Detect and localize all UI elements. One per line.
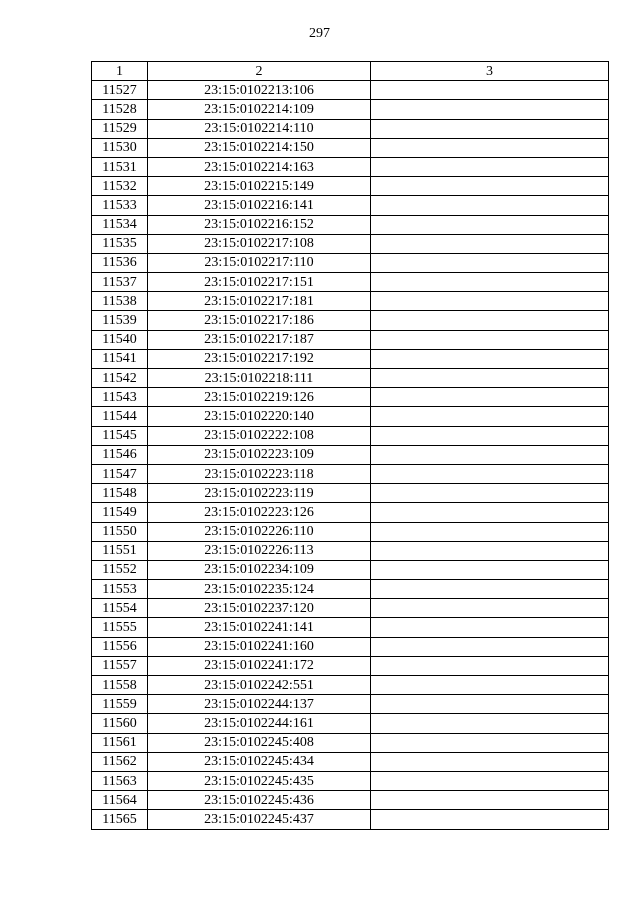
table-row	[92, 580, 609, 599]
note-cell	[371, 560, 609, 579]
table-row	[92, 311, 609, 330]
table-row	[92, 637, 609, 656]
table-row	[92, 714, 609, 733]
table-row	[92, 292, 609, 311]
row-number-cell: 11534	[92, 215, 148, 234]
note-cell	[371, 810, 609, 829]
cadastral-number-cell: 23:15:0102245:435	[148, 771, 371, 790]
row-number-cell: 11545	[92, 426, 148, 445]
row-number-cell: 11562	[92, 752, 148, 771]
table-row	[92, 234, 609, 253]
row-number-cell: 11529	[92, 119, 148, 138]
row-number-cell: 11549	[92, 503, 148, 522]
cadastral-number-cell: 23:15:0102241:141	[148, 618, 371, 637]
note-cell	[371, 714, 609, 733]
row-number-cell: 11555	[92, 618, 148, 637]
row-number-cell: 11557	[92, 656, 148, 675]
row-number-cell: 11551	[92, 541, 148, 560]
table-row	[92, 215, 609, 234]
cadastral-number-cell: 23:15:0102214:109	[148, 100, 371, 119]
note-cell	[371, 157, 609, 176]
cadastral-number-cell: 23:15:0102217:108	[148, 234, 371, 253]
cadastral-number-cell: 23:15:0102217:192	[148, 349, 371, 368]
cadastral-number-cell: 23:15:0102223:109	[148, 445, 371, 464]
table-row	[92, 407, 609, 426]
cadastral-number-cell: 23:15:0102223:118	[148, 464, 371, 483]
row-number-cell: 11550	[92, 522, 148, 541]
table-row	[92, 100, 609, 119]
table-row	[92, 676, 609, 695]
table-row	[92, 445, 609, 464]
table-row	[92, 426, 609, 445]
note-cell	[371, 637, 609, 656]
note-cell	[371, 388, 609, 407]
note-cell	[371, 330, 609, 349]
cadastral-number-cell: 23:15:0102244:137	[148, 695, 371, 714]
row-number-cell: 11565	[92, 810, 148, 829]
row-number-cell: 11536	[92, 253, 148, 272]
note-cell	[371, 369, 609, 388]
table-row	[92, 541, 609, 560]
row-number-cell: 11533	[92, 196, 148, 215]
row-number-cell: 11542	[92, 369, 148, 388]
note-cell	[371, 119, 609, 138]
cadastral-number-cell: 23:15:0102217:186	[148, 311, 371, 330]
note-cell	[371, 733, 609, 752]
table-row	[92, 81, 609, 100]
cadastral-number-cell: 23:15:0102220:140	[148, 407, 371, 426]
note-cell	[371, 599, 609, 618]
note-cell	[371, 407, 609, 426]
note-cell	[371, 273, 609, 292]
row-number-cell: 11560	[92, 714, 148, 733]
table-body	[92, 81, 609, 829]
cadastral-number-cell: 23:15:0102217:151	[148, 273, 371, 292]
cadastral-number-cell: 23:15:0102226:110	[148, 522, 371, 541]
cadastral-number-cell: 23:15:0102223:126	[148, 503, 371, 522]
table-row	[92, 503, 609, 522]
header-row	[92, 62, 609, 81]
cadastral-number-cell: 23:15:0102214:150	[148, 138, 371, 157]
table-row	[92, 560, 609, 579]
note-cell	[371, 656, 609, 675]
cadastral-number-cell: 23:15:0102234:109	[148, 560, 371, 579]
row-number-cell: 11548	[92, 484, 148, 503]
row-number-cell: 11541	[92, 349, 148, 368]
row-number-cell: 11553	[92, 580, 148, 599]
cadastral-number-cell: 23:15:0102245:408	[148, 733, 371, 752]
cadastral-number-cell: 23:15:0102214:163	[148, 157, 371, 176]
cadastral-number-cell: 23:15:0102217:187	[148, 330, 371, 349]
table-row	[92, 733, 609, 752]
row-number-cell: 11538	[92, 292, 148, 311]
note-cell	[371, 177, 609, 196]
row-number-cell: 11544	[92, 407, 148, 426]
cadastral-number-cell: 23:15:0102241:160	[148, 637, 371, 656]
row-number-cell: 11527	[92, 81, 148, 100]
note-cell	[371, 138, 609, 157]
cadastral-number-cell: 23:15:0102214:110	[148, 119, 371, 138]
note-cell	[371, 253, 609, 272]
table-row	[92, 791, 609, 810]
note-cell	[371, 771, 609, 790]
table-row	[92, 484, 609, 503]
cadastral-number-cell: 23:15:0102217:110	[148, 253, 371, 272]
note-cell	[371, 426, 609, 445]
table-row	[92, 157, 609, 176]
row-number-cell: 11540	[92, 330, 148, 349]
row-number-cell: 11546	[92, 445, 148, 464]
table-row	[92, 138, 609, 157]
row-number-cell: 11535	[92, 234, 148, 253]
table-row	[92, 330, 609, 349]
cadastral-number-cell: 23:15:0102245:434	[148, 752, 371, 771]
table-row	[92, 273, 609, 292]
note-cell	[371, 752, 609, 771]
cadastral-number-cell: 23:15:0102245:436	[148, 791, 371, 810]
row-number-cell: 11558	[92, 676, 148, 695]
table-row	[92, 349, 609, 368]
table-row	[92, 369, 609, 388]
table-row	[92, 695, 609, 714]
note-cell	[371, 292, 609, 311]
cadastral-number-cell: 23:15:0102217:181	[148, 292, 371, 311]
note-cell	[371, 695, 609, 714]
row-number-cell: 11556	[92, 637, 148, 656]
cadastral-number-cell: 23:15:0102218:111	[148, 369, 371, 388]
table-header	[92, 62, 609, 81]
cadastral-number-cell: 23:15:0102244:161	[148, 714, 371, 733]
table-row	[92, 177, 609, 196]
row-number-cell: 11563	[92, 771, 148, 790]
row-number-cell: 11532	[92, 177, 148, 196]
cadastral-number-cell: 23:15:0102242:551	[148, 676, 371, 695]
table-row	[92, 253, 609, 272]
note-cell	[371, 464, 609, 483]
row-number-cell: 11559	[92, 695, 148, 714]
table-row	[92, 752, 609, 771]
cadastral-number-cell: 23:15:0102216:141	[148, 196, 371, 215]
page-number: 297	[309, 26, 330, 41]
note-cell	[371, 81, 609, 100]
row-number-cell: 11531	[92, 157, 148, 176]
table-row	[92, 810, 609, 829]
note-cell	[371, 445, 609, 464]
note-cell	[371, 541, 609, 560]
note-cell	[371, 311, 609, 330]
note-cell	[371, 215, 609, 234]
cadastral-number-cell: 23:15:0102226:113	[148, 541, 371, 560]
data-table	[91, 61, 609, 830]
cadastral-number-cell: 23:15:0102223:119	[148, 484, 371, 503]
table-row	[92, 656, 609, 675]
cadastral-number-cell: 23:15:0102215:149	[148, 177, 371, 196]
row-number-cell: 11528	[92, 100, 148, 119]
cadastral-number-cell: 23:15:0102222:108	[148, 426, 371, 445]
note-cell	[371, 522, 609, 541]
row-number-cell: 11537	[92, 273, 148, 292]
note-cell	[371, 234, 609, 253]
row-number-cell: 11543	[92, 388, 148, 407]
row-number-cell: 11561	[92, 733, 148, 752]
note-cell	[371, 580, 609, 599]
column-header-2: 2	[148, 62, 371, 81]
row-number-cell: 11564	[92, 791, 148, 810]
cadastral-number-cell: 23:15:0102245:437	[148, 810, 371, 829]
cadastral-number-cell: 23:15:0102237:120	[148, 599, 371, 618]
table-row	[92, 119, 609, 138]
table-row	[92, 464, 609, 483]
note-cell	[371, 676, 609, 695]
cadastral-number-cell: 23:15:0102241:172	[148, 656, 371, 675]
table-row	[92, 771, 609, 790]
table-row	[92, 522, 609, 541]
table-row	[92, 618, 609, 637]
column-header-1: 1	[92, 62, 148, 81]
table-row	[92, 388, 609, 407]
column-header-3: 3	[371, 62, 609, 81]
row-number-cell: 11552	[92, 560, 148, 579]
note-cell	[371, 349, 609, 368]
cadastral-number-cell: 23:15:0102213:106	[148, 81, 371, 100]
row-number-cell: 11530	[92, 138, 148, 157]
cadastral-number-cell: 23:15:0102235:124	[148, 580, 371, 599]
note-cell	[371, 100, 609, 119]
note-cell	[371, 484, 609, 503]
row-number-cell: 11539	[92, 311, 148, 330]
note-cell	[371, 503, 609, 522]
note-cell	[371, 618, 609, 637]
note-cell	[371, 196, 609, 215]
row-number-cell: 11547	[92, 464, 148, 483]
table-row	[92, 599, 609, 618]
table-row	[92, 196, 609, 215]
cadastral-number-cell: 23:15:0102219:126	[148, 388, 371, 407]
cadastral-number-cell: 23:15:0102216:152	[148, 215, 371, 234]
note-cell	[371, 791, 609, 810]
row-number-cell: 11554	[92, 599, 148, 618]
